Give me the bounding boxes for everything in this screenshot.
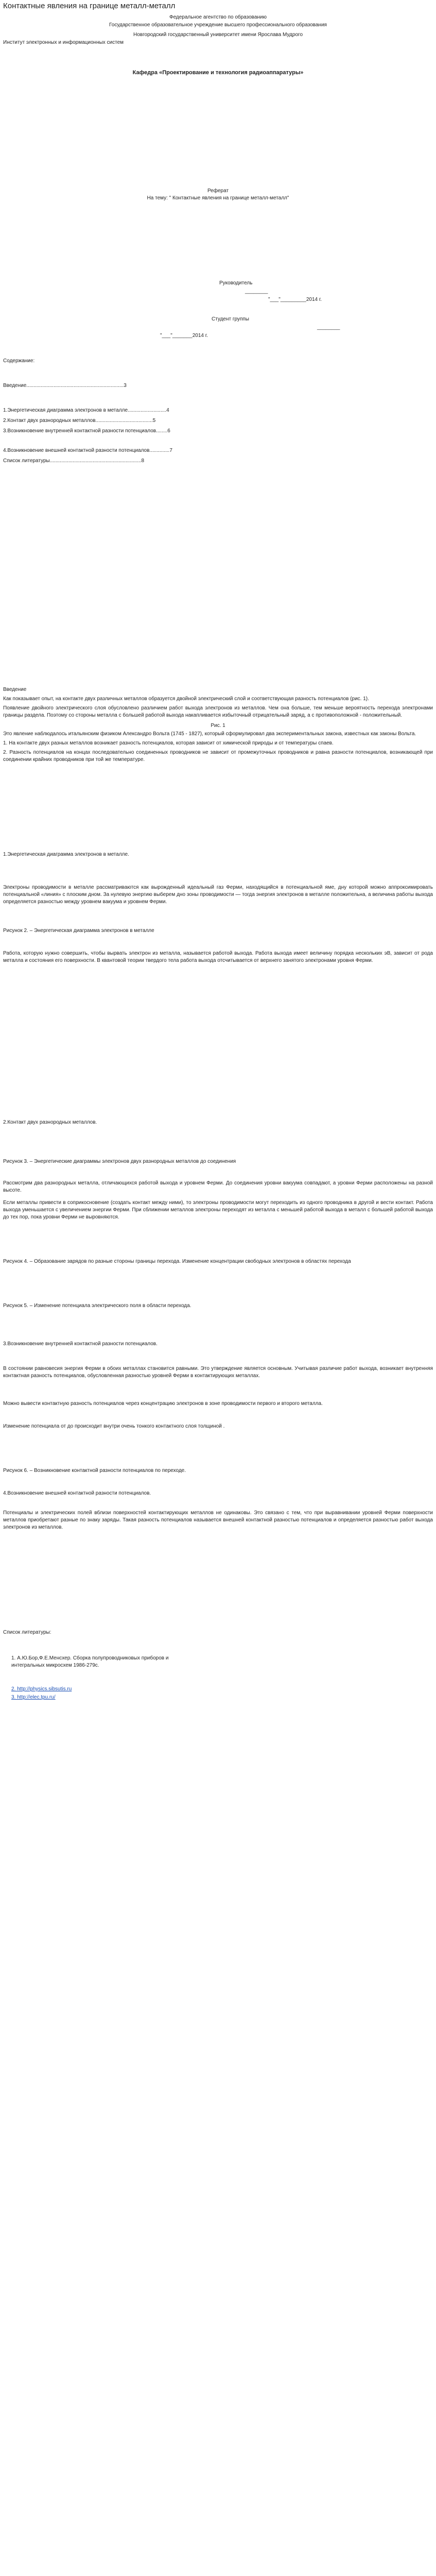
figure-caption: Рисунок 5. – Изменение потенциала электрического поля в области перехода. (3, 1302, 191, 1309)
reference-link-text[interactable]: 3. http://elec.tpu.ru/ (11, 1694, 56, 1700)
paragraph: Рассмотрим два разнородных металла, отличающихся работой выхода и уровнем Ферми. До соединения уровни вакуума совпадают, а уровни Ферми расположены на разной высоте. (3, 1180, 433, 1193)
document-title: Контактные явления на границе металл-металл (3, 2, 176, 10)
figure-caption: Рис. 1 (211, 722, 225, 728)
paragraph: Изменение потенциала от до происходит внутри очень тонкого контактного слоя толщиной . (3, 1423, 225, 1429)
reference-item: 1. А.Ю.Бор,Ф.Е.Менсхер. Сборка полупроводниковых приборов и интегральных микросхем 1986-279с. (11, 1655, 169, 1668)
reference-link[interactable] (3, 1686, 433, 1693)
figure-caption: Рисунок 4. – Образование зарядов по разные стороны границы перехода. Изменение концентрации свободных электронов в областях перехода (3, 1258, 351, 1264)
paragraph: Это явление наблюдалось итальянским физиком Александро Вольта (1745 - 1827), который сформулировал два экспериментальных закона, известных как законы Вольта. (3, 731, 416, 737)
reference-link-text[interactable]: 2. http://physics.sibsutis.ru (11, 1686, 72, 1692)
leader-signature-line: ________ (245, 288, 268, 294)
institution-line: Государственное образовательное учреждение высшего профессионального образования (109, 22, 327, 28)
toc-item: 1.Энергетическая диаграмма электронов в металле...........................4 (3, 407, 169, 413)
section-heading: Введение (3, 686, 27, 692)
paragraph: Если металлы привести в соприкосновение (создать контакт между ними), то электроны проводимости могут переходить из одного проводника в другой и вести контакт. Работа выхода уменьшается с увеличением энергии Ферми. При сближении металлов электроны переходят из металла с меньшей работой выхода в металл с большей работой выхода до тех пор, пока уровни Ферми не выровняются. (3, 1199, 433, 1220)
toc-item: Введение....................................................................3 (3, 382, 127, 388)
introduction-section (3, 686, 433, 764)
leader-block (219, 279, 433, 304)
paragraph: 1. На контакте двух разных металлов возникает разность потенциалов, которая зависит от химической природы и от температуры спаев. (3, 740, 334, 746)
paragraph: Появление двойного электрического слоя обусловлено различием работ выхода электронов из металлов. Чем она больше, тем меньше вероятность перехода электронами границы раздела. Поэтому со стороны металла с большей работой выхода накапливается избыточный отрицательный заряд, а с противоположной - положительный. (3, 705, 433, 718)
topic-line: На тему: " Контактные явления на границе металл-металл" (147, 195, 289, 201)
department-line: Кафедра «Проектирование и технология радиоаппаратуры» (132, 69, 304, 76)
institute-line: Институт электронных и информационных систем (3, 39, 124, 45)
title-page (3, 13, 433, 340)
paragraph: 2. Разность потенциалов на концах последовательно соединенных проводников не зависит от промежуточных проводников и равна разности потенциалов, возникающей при соединении крайних проводников при той же температуре. (3, 749, 433, 762)
student-label: Студент группы (212, 316, 249, 322)
section-heading: 1.Энергетическая диаграмма электронов в металле. (3, 851, 129, 857)
paragraph: Электроны проводимости в металле рассматриваются как вырожденный идеальный газ Ферми, находящийся в потенциальной яме, дну которой можно аппроксимировать потенциальной «линия» с плоским дном. За нулевую энергию выберем дно зоны проводимости — тогда энергия электронов в металле положительна, а величина работы выхода определяется разностью между уровнем вакуума и уровнем Ферми. (3, 884, 433, 905)
toc-title: Содержание: (3, 358, 35, 364)
section-2 (3, 1119, 433, 1310)
paragraph: Работа, которую нужно совершить, чтобы вырвать электрон из металла, называется работой выхода. Работа выхода имеет величину порядка нескольких эВ, зависит от рода металла и состояния его поверхности. В квантовой теории твердого тела работа выхода отсчитывается от верхнего занятого электронами уровня Ферми. (3, 950, 433, 963)
section-heading: Список литературы: (3, 1629, 51, 1635)
referat-label: Реферат (207, 188, 229, 194)
university-line: Новгородский государственный университет имени Ярослава Мудрого (133, 31, 303, 38)
document (0, 1, 436, 1701)
leader-label: Руководитель (219, 280, 253, 286)
paragraph: Можно вывести контактную разность потенциалов через концентрацию электронов в зоне проводимости первого и второго металла. (3, 1400, 323, 1406)
table-of-contents (3, 358, 433, 465)
paragraph: Как показывает опыт, на контакте двух различных металлов образуется двойной электрический слой и соответствующая разность потенциалов (рис. 1). (3, 696, 369, 702)
figure-caption: Рисунок 2. – Энергетическая диаграмма электронов в металле (3, 927, 154, 934)
student-date: "___"_______2014 г. (160, 332, 208, 338)
reference-link[interactable] (3, 1694, 433, 1701)
section-1 (3, 851, 433, 964)
section-heading: 4.Возникновение внешней контактной разности потенциалов. (3, 1490, 151, 1496)
figure-caption: Рисунок 6. – Возникновение контактной разности потенциалов по переходе. (3, 1467, 186, 1473)
section-heading: 2.Контакт двух разнородных металлов. (3, 1119, 97, 1125)
toc-item: Список литературы................................................................8 (3, 457, 145, 464)
toc-item: 3.Возникновение внутренней контактной разности потенциалов........6 (3, 428, 170, 434)
leader-date: "___"_________2014 г. (268, 296, 322, 302)
toc-item: 2.Контакт двух разнородных металлов........................................5 (3, 417, 156, 423)
student-signature-line: ________ (317, 324, 340, 330)
section-4 (3, 1490, 433, 1531)
paragraph: В состоянии равновесия энергия Ферми в обоих металлах становится равными. Это утверждение является основным. Учитывая различие работ выхода, возникает внутренняя контактная разность потенциалов, обусловленная разностью уровней Ферми в контактирующих металлах. (3, 1365, 433, 1379)
agency-line: Федеральное агентство по образованию (169, 14, 267, 20)
references-section (3, 1629, 433, 1701)
section-3 (3, 1341, 433, 1475)
toc-item: 4.Возникновение внешней контактной разности потенциалов..............7 (3, 447, 172, 453)
figure-caption: Рисунок 3. – Энергетические диаграммы электронов двух разнородных металлов до соединения (3, 1158, 236, 1164)
student-block (150, 315, 433, 340)
section-heading: 3.Возникновение внутренней контактной разности потенциалов. (3, 1341, 158, 1347)
paragraph: Потенциалы и электрических полей вблизи поверхностей контактирующих металлов не одинаковы. Это связано с тем, что при выравнивании уровней Ферми поверхности металлов приобретают разные по знаку заряды. Такая разность потенциалов называется внешней контактной разностью потенциалов и определяется разностью работ выхода электронов из металлов. (3, 1510, 433, 1530)
